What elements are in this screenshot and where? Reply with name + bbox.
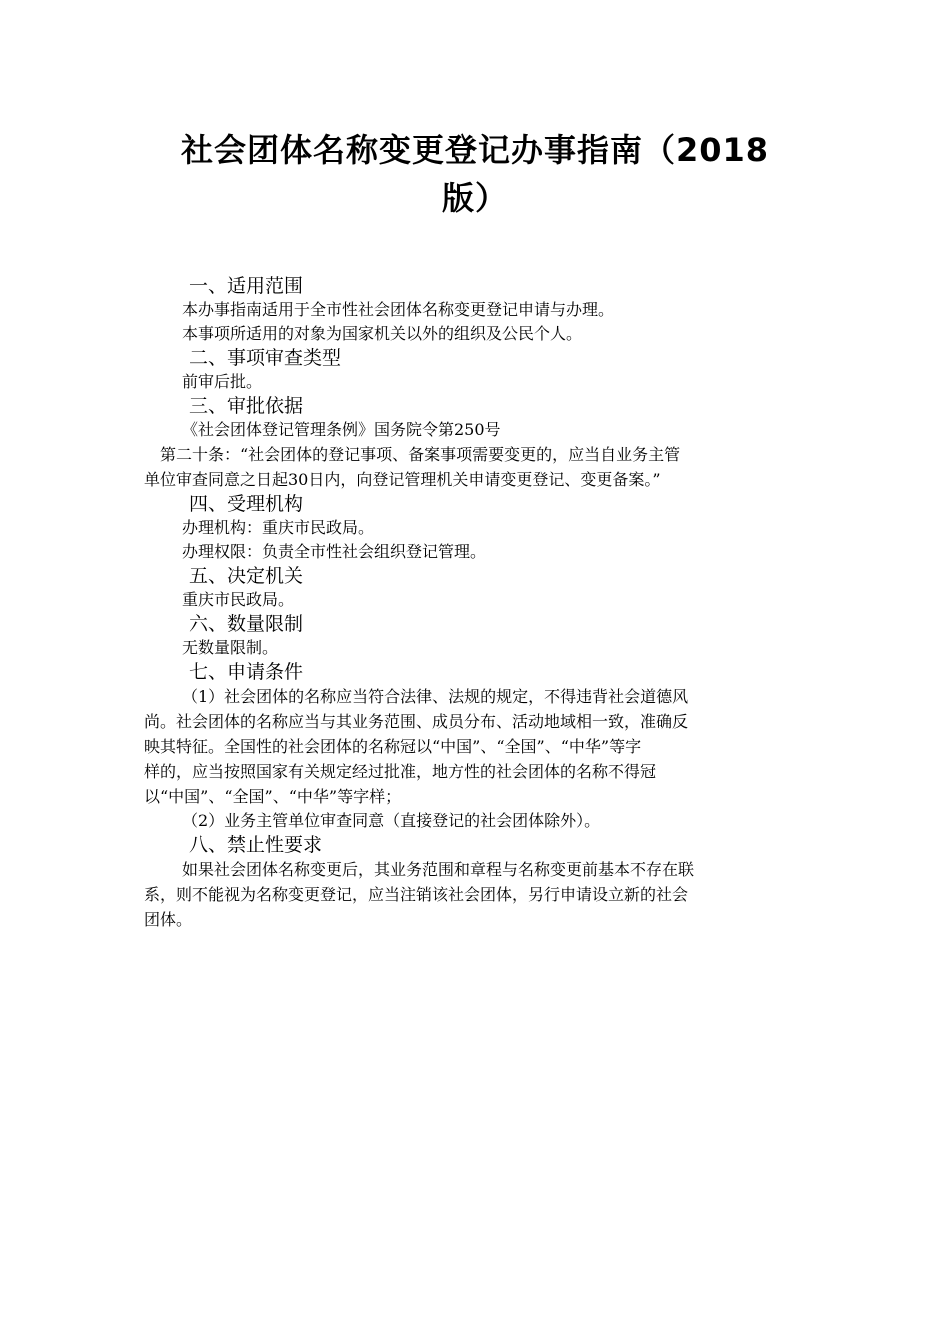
section-accepting-agency (144, 492, 809, 564)
paragraph-line: 如果社会团体名称变更后，其业务范围和章程与名称变更前基本不存在联 (182, 860, 695, 879)
section-heading: 八、禁止性要求 (189, 834, 323, 856)
title-line-2: 版） (441, 179, 508, 217)
section-heading: 五、决定机关 (189, 565, 304, 587)
paragraph: 前审后批。 (182, 372, 263, 391)
paragraph: 无数量限制。 (182, 638, 279, 657)
section-heading: 六、数量限制 (189, 613, 304, 635)
paragraph-line: 团体。 (144, 910, 193, 929)
section-prohibitions (144, 833, 809, 932)
section-heading: 二、事项审查类型 (189, 347, 342, 369)
paragraph: 办理机构：重庆市民政局。 (182, 518, 375, 537)
paragraph-line: 样的，应当按照国家有关规定经过批准，地方性的社会团体的名称不得冠 (144, 762, 657, 781)
document-body (144, 274, 809, 932)
paragraph-line: 映其特征。全国性的社会团体的名称冠以“中国”、“全国”、“中华”等字 (144, 737, 642, 756)
section-heading: 七、申请条件 (189, 661, 304, 683)
section-application-conditions (144, 660, 809, 833)
paragraph-block (144, 857, 809, 932)
section-review-type (144, 346, 809, 394)
section-decision-authority (144, 564, 809, 612)
section-heading: 三、审批依据 (189, 395, 304, 417)
section-scope (144, 274, 809, 346)
paragraph: 本事项所适用的对象为国家机关以外的组织及公民个人。 (182, 324, 583, 343)
paragraph-line: 单位审查同意之日起30日内，向登记管理机关申请变更登记、变更备案。” (144, 470, 661, 489)
paragraph: 办理权限：负责全市性社会组织登记管理。 (182, 542, 487, 561)
section-heading: 一、适用范围 (189, 275, 304, 297)
paragraph-line: 系，则不能视为名称变更登记，应当注销该社会团体，另行申请设立新的社会 (144, 885, 689, 904)
paragraph: （2）业务主管单位审查同意（直接登记的社会团体除外）。 (182, 811, 601, 830)
section-legal-basis (144, 394, 809, 492)
document-title (150, 126, 800, 222)
paragraph-block (144, 442, 809, 492)
paragraph-block (144, 684, 809, 809)
paragraph-line: 以“中国”、“全国”、“中华”等字样； (144, 787, 402, 806)
paragraph-line: 第二十条：“社会团体的登记事项、备案事项需要变更的，应当自业务主管 (160, 445, 681, 464)
paragraph-line: （1）社会团体的名称应当符合法律、法规的规定，不得违背社会道德风 (182, 687, 689, 706)
paragraph-line: 尚。社会团体的名称应当与其业务范围、成员分布、活动地域相一致，准确反 (144, 712, 689, 731)
section-heading: 四、受理机构 (189, 493, 304, 515)
paragraph: 《社会团体登记管理条例》国务院令第250号 (182, 420, 501, 439)
paragraph: 重庆市民政局。 (182, 590, 295, 609)
title-line-1: 社会团体名称变更登记办事指南（2018 (180, 131, 770, 169)
section-quantity-limit (144, 612, 809, 660)
paragraph: 本办事指南适用于全市性社会团体名称变更登记申请与办理。 (182, 300, 615, 319)
